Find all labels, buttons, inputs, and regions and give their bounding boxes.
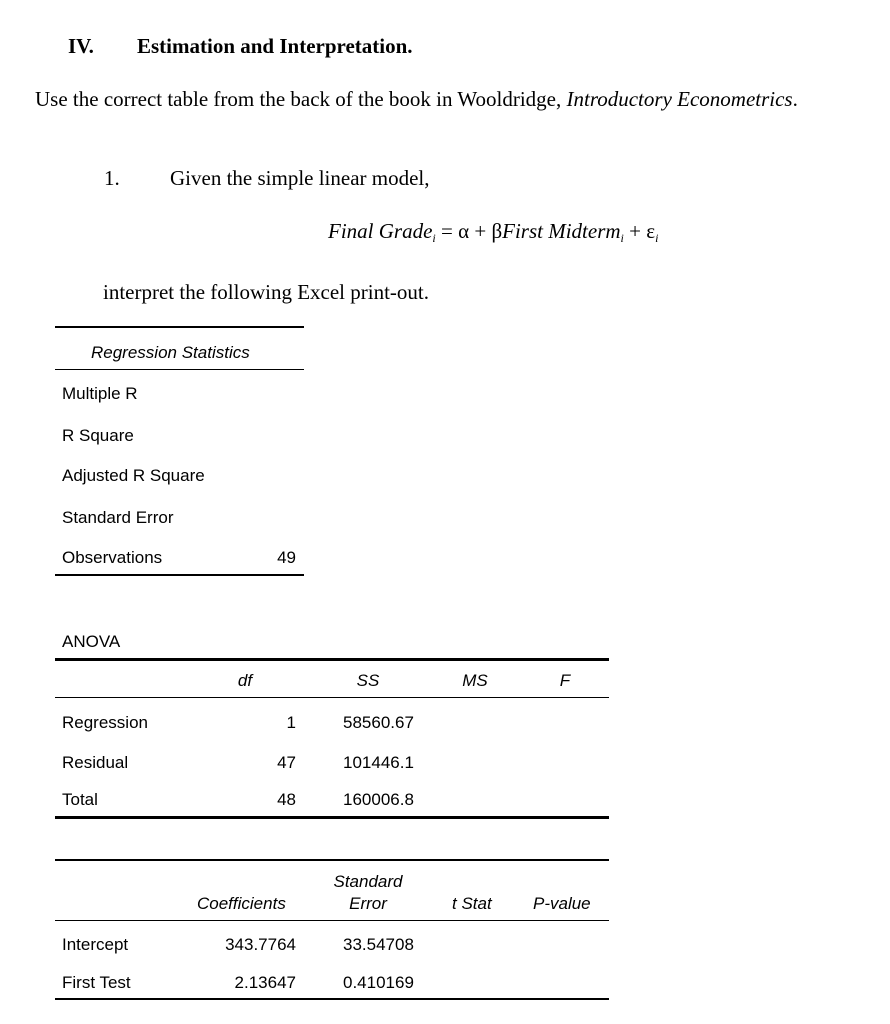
table-rule [55,697,609,698]
table-rule [55,859,609,861]
section-number: IV. [68,34,94,58]
instruction-after: . [792,87,798,111]
stat-label: Adjusted R Square [62,466,205,485]
section-title: Estimation and Interpretation. [137,34,413,58]
coef-row-label: Intercept [62,935,129,954]
stat-label: Standard Error [62,508,174,527]
question-text: Given the simple linear model, [170,166,430,190]
anova-df: 48 [277,790,296,809]
table-rule [55,998,609,1000]
anova-title: ANOVA [62,632,121,651]
stat-label: Multiple R [62,384,138,403]
book-title: Introductory Econometrics [566,87,793,111]
coef-se: 0.410169 [343,973,414,992]
anova-df: 1 [286,713,296,732]
table-rule [55,920,609,921]
table-rule [55,816,609,819]
coef-col-standard: Standard [333,872,403,891]
equation-lhs: Final Grade [328,219,433,243]
table-rule [55,326,304,328]
anova-col-df: df [237,671,253,690]
stat-label: Observations [62,548,163,567]
model-equation [328,219,658,246]
anova-ss: 160006.8 [343,790,414,809]
question-number: 1. [104,166,120,190]
coef-col-pvalue: P-value [533,894,591,913]
regression-statistics-header: Regression Statistics [91,343,250,362]
equation-mid-1: = α + β [435,219,503,243]
coef-row-label: First Test [62,973,131,992]
equation-regressor: First Midterm [502,219,621,243]
follow-up-text: interpret the following Excel print-out. [103,280,429,304]
anova-row-label: Regression [62,713,148,732]
coef-value: 343.7764 [225,935,296,954]
coef-value: 2.13647 [234,973,296,992]
anova-row-label: Residual [62,753,129,772]
table-rule [55,658,609,661]
instruction-text [35,87,798,112]
equation-mid-2: + ε [623,219,656,243]
instruction-before: Use the correct table from the back of the book in Wooldridge, [35,87,567,111]
coef-se: 33.54708 [343,935,414,954]
equation-subscript-3: i [655,231,659,245]
anova-row-label: Total [62,790,98,809]
anova-df: 47 [277,753,296,772]
anova-col-ss: SS [356,671,380,690]
anova-ss: 58560.67 [343,713,414,732]
coef-col-coefficients: Coefficients [197,894,286,913]
stat-value: 49 [277,548,296,567]
equation-subscript-1: i [432,231,436,245]
table-rule [55,369,304,370]
coef-col-tstat: t Stat [452,894,492,913]
equation-subscript-2: i [620,231,624,245]
table-rule [55,574,304,576]
coef-col-error: Error [349,894,387,913]
anova-ss: 101446.1 [343,753,414,772]
stat-label: R Square [62,426,134,445]
anova-col-f: F [559,671,571,690]
anova-col-ms: MS [462,671,488,690]
